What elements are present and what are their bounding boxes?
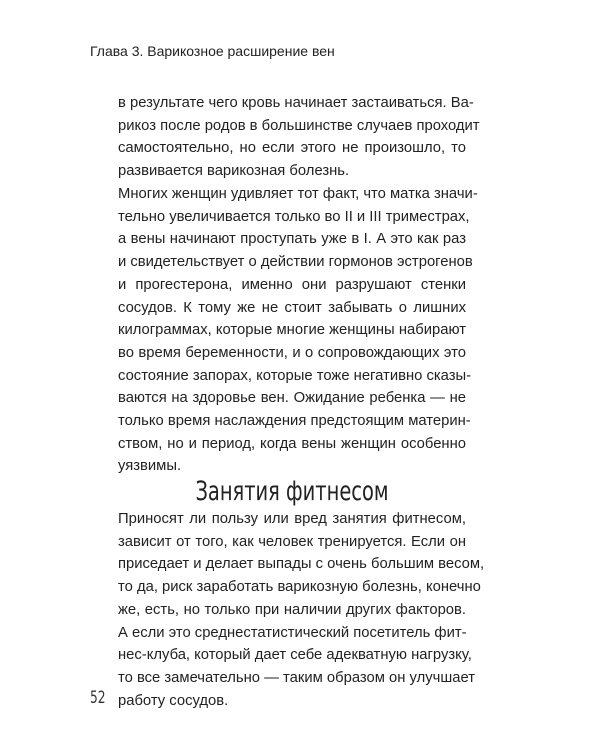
text-line: состояние запорах, которые тоже негативно сказы- xyxy=(118,367,472,384)
text-line: то да, риск заработать варикозную болезнь, конечно xyxy=(118,579,481,596)
text-line: рикоз после родов в большинстве случаев проходит xyxy=(118,117,480,134)
text-line: уязвимы. xyxy=(118,458,182,475)
body-paragraph-2 xyxy=(118,183,478,478)
running-header: Глава 3. Варикозное расширение вен xyxy=(90,43,335,59)
text-line: А если это среднестатистический посетитель фит- xyxy=(118,624,467,641)
text-line: зависит от того, как человек тренируется. Если он xyxy=(118,533,466,550)
text-line: и прогестерона, именно они разрушают стенки xyxy=(118,276,466,293)
body-paragraph-1 xyxy=(118,92,480,183)
text-line: развивается варикозная болезнь. xyxy=(118,163,350,180)
text-line: приседает и делает выпады с очень большим весом, xyxy=(118,556,485,573)
text-line: только время наслаждения предстоящим материн- xyxy=(118,413,471,430)
text-line: самостоятельно, но если этого не произошло, то xyxy=(118,140,466,157)
text-line: работу сосудов. xyxy=(118,692,229,709)
text-line: Приносят ли пользу или вред занятия фитнесом, xyxy=(118,511,466,527)
section-paragraph xyxy=(118,508,485,712)
text-line: во время беременности, и о сопровождающих это xyxy=(118,344,466,361)
text-line: ством, но и период, когда вены женщин особенно xyxy=(118,435,466,452)
text-line: нес-клуба, который дает себе адекватную нагрузку, xyxy=(118,647,472,664)
text-line: килограммах, которые многие женщины набирают xyxy=(118,322,466,339)
section-heading: Занятия фитнесом xyxy=(195,476,389,508)
text-line: же, есть, но только при наличии других факторов. xyxy=(118,601,466,618)
text-line: то все замечательно — таким образом он улучшает xyxy=(118,669,475,686)
text-line: в результате чего кровь начинает застаиваться. Ва- xyxy=(118,95,474,111)
text-line: сосудов. К тому же не стоит забывать о лишних xyxy=(118,299,466,316)
text-line: и свидетельствует о действии гормонов эстрогенов xyxy=(118,254,473,271)
text-line: тельно увеличивается только во II и III триместрах, xyxy=(118,208,470,225)
text-line: а вены начинают проступать уже в I. А это как раз xyxy=(118,231,466,248)
text-line: ваются на здоровье вен. Ожидание ребенка — не xyxy=(118,390,466,407)
page-number: 52 xyxy=(90,688,106,708)
text-line: Многих женщин удивляет тот факт, что матка значи- xyxy=(118,186,478,202)
